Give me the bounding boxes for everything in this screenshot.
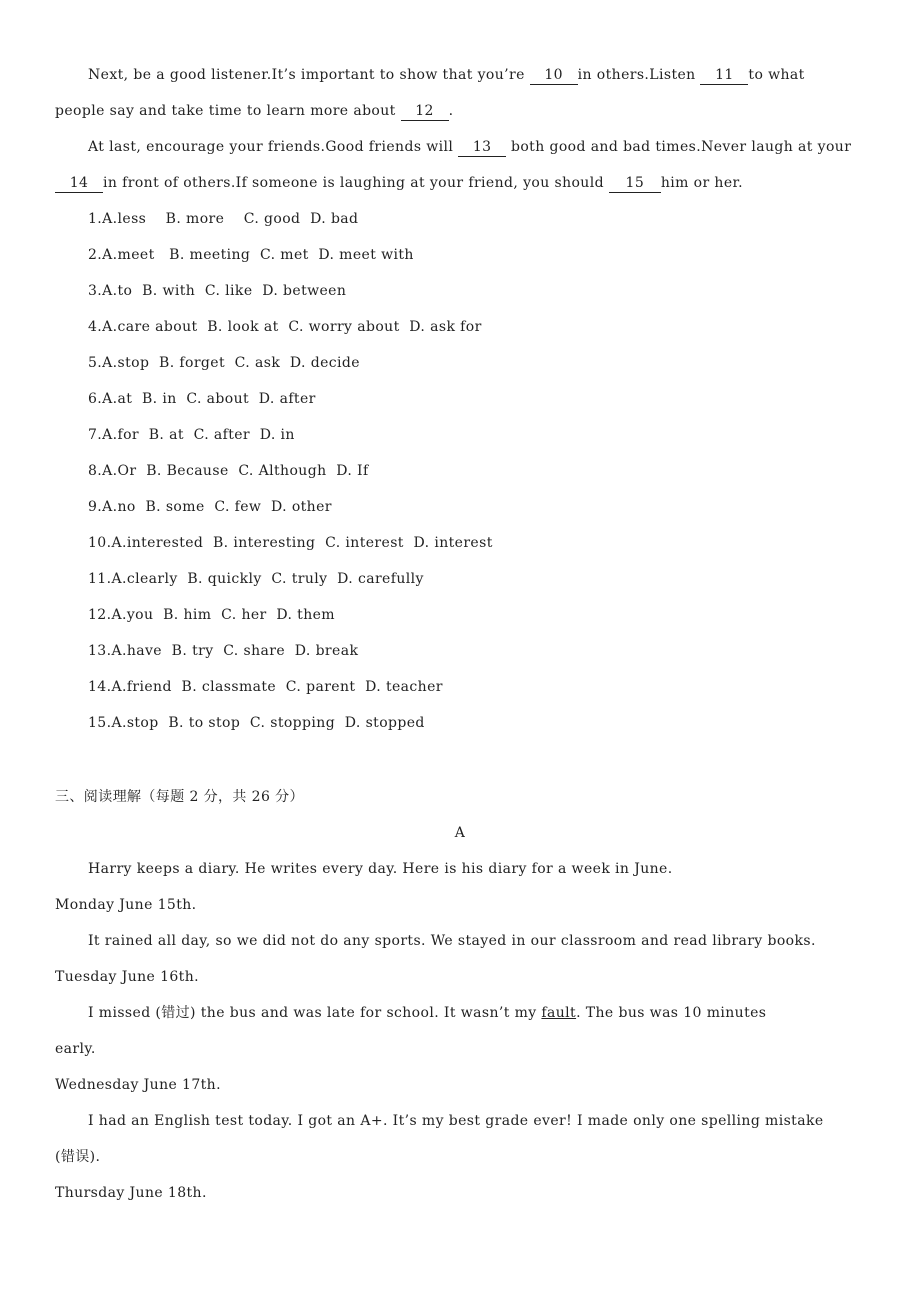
option-line-6: 6.A.at B. in C. about D. after <box>88 391 316 407</box>
option-line-13: 13.A.have B. try C. share D. break <box>88 643 359 659</box>
option-line-2: 2.A.meet B. meeting C. met D. meet with <box>88 247 414 263</box>
diary-date-wednesday: Wednesday June 17th. <box>55 1077 221 1093</box>
blank-14: 14 <box>55 174 103 193</box>
cloze-paragraph-2-line-1 <box>88 138 851 157</box>
cloze-paragraph-1-line-2 <box>55 102 453 121</box>
diary-date-thursday: Thursday June 18th. <box>55 1185 207 1201</box>
diary-entry-wednesday-line-1: I had an English test today. I got an A+. It’s my best grade ever! I made only one spelling mistake <box>88 1113 824 1129</box>
section-heading: 三、阅读理解（每题 2 分，共 26 分） <box>55 789 304 805</box>
cloze-text: Next, be a good listener.It’s important to show that you’re <box>88 67 530 83</box>
option-line-8: 8.A.Or B. Because C. Although D. If <box>88 463 369 479</box>
blank-11: 11 <box>700 66 748 85</box>
blank-15: 15 <box>609 174 661 193</box>
cloze-paragraph-1-line-1 <box>88 66 805 85</box>
cloze-text: in front of others.If someone is laughing at your friend, you should <box>103 175 609 191</box>
option-line-1: 1.A.less B. more C. good D. bad <box>88 211 359 227</box>
cloze-text: him or her. <box>660 175 743 191</box>
diary-entry-tuesday-line-1 <box>88 1004 766 1022</box>
diary-entry-wednesday-line-2: (错误). <box>55 1149 101 1165</box>
cloze-text: At last, encourage your friends.Good friends will <box>88 139 459 155</box>
cloze-text: people say and take time to learn more about <box>55 103 401 119</box>
option-line-3: 3.A.to B. with C. like D. between <box>88 283 347 299</box>
option-line-4: 4.A.care about B. look at C. worry about D. ask for <box>88 319 482 335</box>
diary-text: . The bus was 10 minutes <box>576 1005 767 1021</box>
option-line-14: 14.A.friend B. classmate C. parent D. teacher <box>88 679 443 695</box>
diary-text: I missed (错过) the bus and was late for school. It wasn’t my <box>88 1005 542 1021</box>
diary-entry-tuesday-line-2: early. <box>55 1041 96 1057</box>
option-line-10: 10.A.interested B. interesting C. interest D. interest <box>88 535 493 551</box>
blank-12: 12 <box>401 102 449 121</box>
option-line-7: 7.A.for B. at C. after D. in <box>88 427 295 443</box>
passage-label: A <box>454 825 466 841</box>
cloze-paragraph-2-line-2 <box>55 174 743 193</box>
diary-date-monday: Monday June 15th. <box>55 897 197 913</box>
cloze-text: in others.Listen <box>577 67 701 83</box>
option-line-15: 15.A.stop B. to stop C. stopping D. stopped <box>88 715 425 731</box>
underlined-word-fault: fault <box>541 1005 577 1021</box>
diary-entry-monday: It rained all day, so we did not do any sports. We stayed in our classroom and read library books. <box>88 933 816 949</box>
option-line-5: 5.A.stop B. forget C. ask D. decide <box>88 355 360 371</box>
blank-13: 13 <box>458 138 506 157</box>
cloze-text: to what <box>748 67 805 83</box>
cloze-text: both good and bad times.Never laugh at your <box>506 139 852 155</box>
diary-date-tuesday: Tuesday June 16th. <box>55 969 199 985</box>
option-line-11: 11.A.clearly B. quickly C. truly D. carefully <box>88 571 424 587</box>
passage-intro: Harry keeps a diary. He writes every day. Here is his diary for a week in June. <box>88 861 673 877</box>
cloze-text: . <box>448 103 454 119</box>
option-line-9: 9.A.no B. some C. few D. other <box>88 499 332 515</box>
blank-10: 10 <box>530 66 578 85</box>
option-line-12: 12.A.you B. him C. her D. them <box>88 607 335 623</box>
